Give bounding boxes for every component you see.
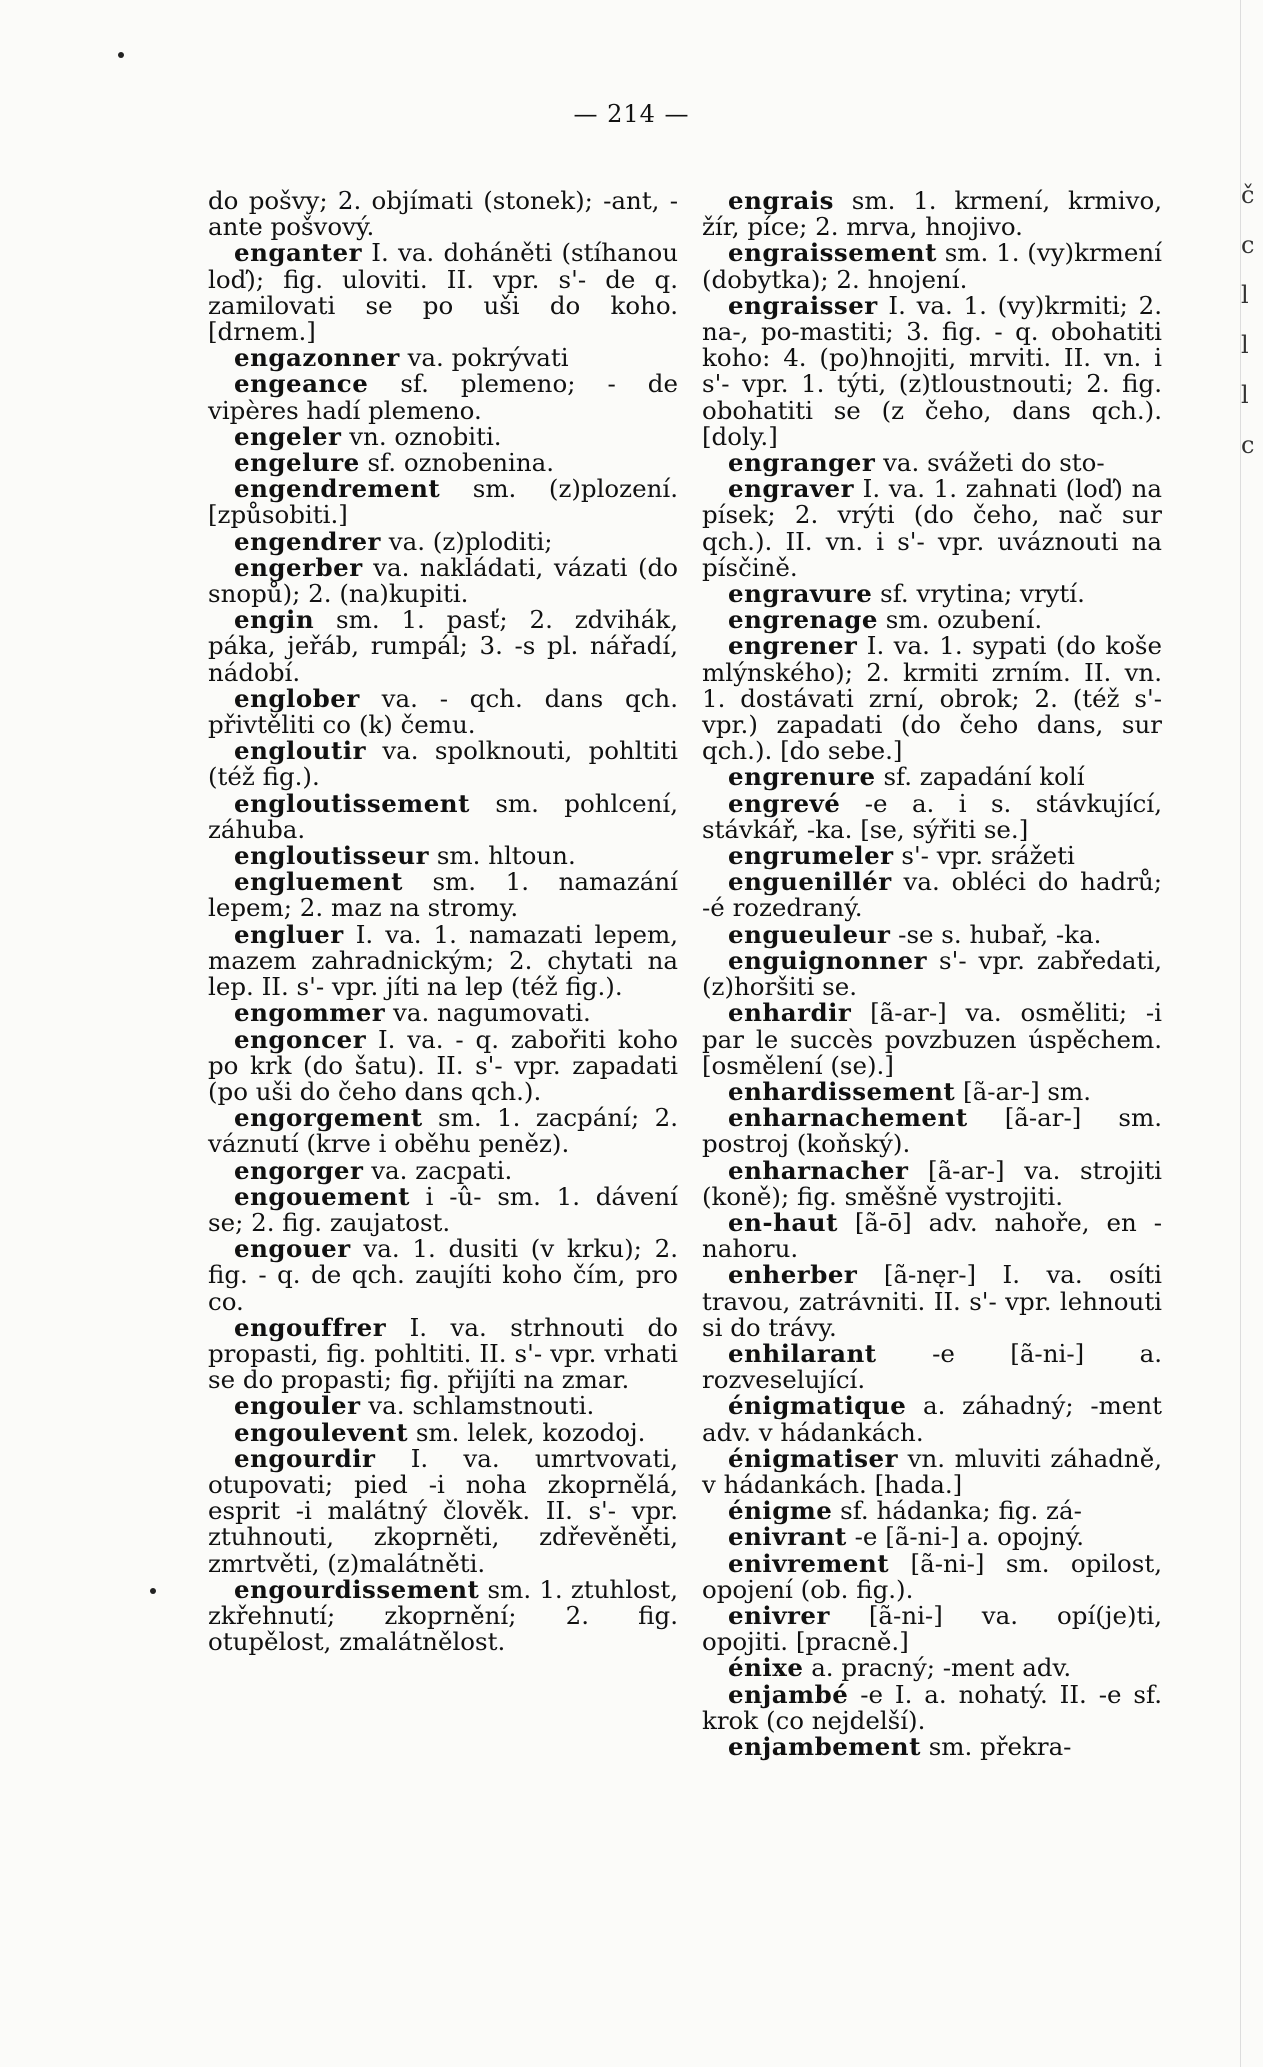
entry-headword: enjambé xyxy=(728,1679,849,1709)
dictionary-entry xyxy=(702,476,1162,581)
entry-headword: engrenure xyxy=(728,762,876,792)
entry-headword: engluer xyxy=(234,919,344,949)
entry-headword: engravure xyxy=(728,579,873,609)
dictionary-entry xyxy=(702,843,1162,869)
entry-definition: I. va. doháněti (stíhanou loď); fig. uloviti. II. vpr. s'- de q. zamilovati se po uši do koho. [drnem.] xyxy=(208,238,678,347)
entry-headword: engouer xyxy=(234,1234,351,1264)
entry-headword: enivrer xyxy=(728,1600,830,1630)
page-number: — 214 — xyxy=(573,100,690,128)
entry-headword: engraver xyxy=(728,474,855,504)
entry-definition: sf. oznobenina. xyxy=(367,448,555,478)
entry-headword: enganter xyxy=(234,238,363,268)
dictionary-entry xyxy=(702,581,1162,607)
dictionary-entry xyxy=(702,1155,1163,1211)
entry-headword: enivrant xyxy=(728,1522,847,1552)
dictionary-entry xyxy=(208,1000,678,1026)
entry-definition: -se s. hubař, -ka. xyxy=(898,919,1102,949)
entry-definition: [ã-ni-] va. opí(je)ti, opojiti. [pracně.] xyxy=(702,1600,1162,1657)
dictionary-entry xyxy=(208,1236,678,1315)
dictionary-entry xyxy=(208,869,678,921)
entry-definition: -e a. i s. stávkující, stávkář, -ka. [se, sýřiti se.] xyxy=(702,788,1162,844)
entry-definition: va. obléci do hadrů; -é rozedraný. xyxy=(702,867,1162,923)
dictionary-entry xyxy=(702,1548,1162,1604)
entry-definition: sm. 1. ztuhlost, zkřehnutí; zkoprnění; 2. fig. otupělost, zmalátnělost. xyxy=(208,1574,678,1657)
entry-headword: engouffrer xyxy=(234,1312,387,1342)
dictionary-entry xyxy=(702,633,1162,764)
entry-definition: s'- vpr. srážeti xyxy=(901,841,1075,871)
dictionary-entry xyxy=(702,764,1162,790)
dictionary-entry xyxy=(208,1024,678,1106)
entry-definition: [ã-ar-] sm. postroj (koňský). xyxy=(702,1103,1162,1159)
dictionary-entry xyxy=(702,1393,1162,1445)
entry-definition: sm. hltoun. xyxy=(436,841,576,871)
entry-headword: engeance xyxy=(234,369,369,399)
dictionary-entry xyxy=(702,1600,1162,1657)
margin-dot xyxy=(118,52,124,58)
entry-headword: engoulevent xyxy=(234,1417,409,1447)
entry-definition: do pošvy; 2. objímati (stonek); -ant, -ante pošvový. xyxy=(208,186,678,242)
dictionary-entry xyxy=(208,788,678,844)
dictionary-entry xyxy=(208,738,678,790)
entry-definition: sm. překra- xyxy=(928,1731,1072,1761)
entry-headword: engloutissement xyxy=(234,788,470,818)
dictionary-entry xyxy=(208,607,678,686)
dictionary-entry xyxy=(702,188,1162,240)
entry-definition: [ã-ni-] sm. opilost, opojení (ob. fig.). xyxy=(702,1548,1162,1604)
dictionary-entry xyxy=(702,290,1162,451)
dictionary-entry xyxy=(208,1574,678,1657)
entry-definition: sm. 1. pasť; 2. zdvihák, páka, jeřáb, rumpál; 3. -s pl. nářadí, nádobí. xyxy=(208,605,678,687)
dictionary-entry xyxy=(208,1155,678,1185)
dictionary-entry xyxy=(702,1262,1162,1341)
dictionary-entry xyxy=(702,1207,1162,1264)
entry-definition: [ã-ar-] sm. xyxy=(963,1076,1092,1106)
entry-headword: engendrer xyxy=(234,526,381,556)
entry-headword: engelure xyxy=(234,448,360,478)
dictionary-entry xyxy=(702,869,1162,921)
dictionary-entry xyxy=(208,1417,678,1447)
entry-definition: sf. plemeno; - de vipères hadí plemeno. xyxy=(208,369,678,425)
entry-definition: va. pokrývati xyxy=(407,343,569,373)
entry-definition: sm. ozubení. xyxy=(885,605,1043,635)
entry-headword: engluement xyxy=(234,867,403,897)
dictionary-entry xyxy=(208,552,678,609)
dictionary-entry xyxy=(702,1000,1162,1079)
dictionary-entry xyxy=(208,1181,678,1237)
entry-definition: va. (z)ploditi; xyxy=(388,526,553,556)
entry-definition: va. svážeti do sto- xyxy=(883,448,1105,478)
dictionary-entry xyxy=(702,1524,1162,1550)
dictionary-entry xyxy=(702,788,1162,844)
entry-definition: I. va. 1. namazati lepem, mazem zahradnickým; 2. chytati na lep. II. s'- vpr. jíti na lep (též fig.). xyxy=(208,919,678,1002)
entry-headword: engendrement xyxy=(234,474,441,504)
entry-headword: engrenage xyxy=(728,605,878,635)
entry-headword: engeler xyxy=(234,421,342,451)
entry-definition: va. - qch. dans qch. přivtěliti co (k) čemu. xyxy=(208,683,678,740)
entry-headword: engazonner xyxy=(234,343,400,373)
entry-definition: i -û- sm. 1. dávení se; 2. fig. zaujatost. xyxy=(208,1181,678,1237)
entry-definition: vn. mluviti záhadně, v hádankách. [hada.] xyxy=(702,1443,1162,1499)
entry-definition: sm. 1. krmení, krmivo, žír, píce; 2. mrva, hnojivo. xyxy=(702,186,1162,242)
dictionary-entry xyxy=(208,1105,678,1157)
entry-definition: -e [ã-ni-] a. rozveselující. xyxy=(702,1338,1162,1395)
entry-headword: engraisser xyxy=(728,290,878,320)
dictionary-entry xyxy=(208,345,678,371)
dictionary-entry xyxy=(702,945,1162,1002)
entry-headword: engraissement xyxy=(728,238,937,268)
entry-headword: enherber xyxy=(728,1260,858,1290)
entry-headword: enharnachement xyxy=(728,1103,968,1133)
entry-definition: [ã-ar-] va. osměliti; -i par le succès povzbuzen úspěchem. [osmělení (se).] xyxy=(702,998,1162,1080)
margin-dot xyxy=(150,1588,156,1594)
entry-definition: [ã-ō] adv. nahoře, en - nahoru. xyxy=(702,1207,1162,1264)
entry-definition: sm. (z)plození. [způsobiti.] xyxy=(208,474,678,530)
dictionary-entry xyxy=(208,1393,678,1419)
entry-definition: I. va. strhnouti do propasti, fig. pohltiti. II. s'- vpr. vrhati se do propasti; fig. přijíti na zmar. xyxy=(208,1312,678,1395)
dictionary-entry xyxy=(702,919,1162,949)
dictionary-entry xyxy=(208,526,678,556)
dictionary-entry xyxy=(208,240,678,345)
dictionary-entry xyxy=(208,476,678,528)
entry-headword: engrener xyxy=(728,631,858,661)
entry-definition: I. va. - q. zabořiti koho po krk (do šatu). II. s'- vpr. zapadati (po uši do čeho dans qch.). xyxy=(208,1024,678,1106)
entry-headword: engerber xyxy=(234,552,363,582)
entry-headword: enharnacher xyxy=(728,1155,909,1185)
dictionary-entry xyxy=(702,1655,1162,1681)
dictionary-entry xyxy=(702,1679,1162,1735)
dictionary-entry xyxy=(702,1498,1162,1524)
left-column xyxy=(208,188,678,1655)
entry-headword: engouement xyxy=(234,1181,410,1211)
edge-letter: č xyxy=(1241,181,1255,209)
edge-letter: l xyxy=(1241,281,1249,309)
dictionary-entry xyxy=(702,1105,1162,1157)
entry-headword: engloutir xyxy=(234,736,367,766)
entry-definition: a. pracný; -ment adv. xyxy=(811,1653,1072,1683)
dictionary-entry xyxy=(208,683,678,740)
entry-headword: enjambement xyxy=(728,1731,921,1761)
dictionary-entry xyxy=(702,1076,1162,1106)
entry-definition: sm. 1. zacpání; 2. váznutí (krve i oběhu peněz). xyxy=(208,1103,678,1159)
entry-definition: s'- vpr. zabředati, (z)horšiti se. xyxy=(702,945,1162,1002)
entry-headword: énigme xyxy=(728,1496,833,1526)
right-column xyxy=(702,188,1162,1760)
entry-definition: va. zacpati. xyxy=(371,1155,513,1185)
dictionary-entry xyxy=(208,450,678,476)
entry-definition: sf. hádanka; fig. zá- xyxy=(840,1496,1082,1526)
entry-headword: enhardissement xyxy=(728,1076,956,1106)
entry-definition: [ã-ar-] va. strojiti (koně); fig. směšně vystrojiti. xyxy=(702,1155,1163,1211)
entry-headword: engouler xyxy=(234,1391,361,1421)
entry-headword: engrais xyxy=(728,186,834,215)
next-page-edge xyxy=(1241,170,1263,480)
edge-letter: c xyxy=(1241,231,1255,259)
entry-headword: énigmatiser xyxy=(728,1443,899,1473)
entry-headword: englober xyxy=(234,683,360,713)
entry-headword: engorger xyxy=(234,1155,364,1185)
entry-headword: engommer xyxy=(234,998,386,1028)
entry-definition: va. 1. dusiti (v krku); 2. fig. - q. de qch. zaujíti koho čím, pro co. xyxy=(208,1234,678,1316)
entry-headword: engoncer xyxy=(234,1024,367,1054)
entry-definition: I. va. umrtvovati, otupovati; pied -i noha zkoprnělá, esprit -i malátný člověk. II. s'- vpr. ztuhnouti, zkoprněti, zdřevěněti, zmrtvěti, (z)malátněti. xyxy=(208,1443,678,1578)
entry-definition: I. va. 1. zahnati (loď) na písek; 2. vrýti (do čeho, nač sur qch.). II. vn. i s'- vpr. uváznouti na písčině. xyxy=(702,474,1162,582)
edge-letter: c xyxy=(1241,431,1255,459)
entry-headword: engloutisseur xyxy=(234,841,430,871)
entry-headword: enivrement xyxy=(728,1548,890,1578)
dictionary-entry xyxy=(702,1338,1162,1395)
entry-definition: sf. vrytina; vrytí. xyxy=(880,579,1085,609)
entry-definition: I. va. 1. sypati (do koše mlýnského); 2. krmiti zrním. II. vn. 1. dostávati zrní, obrok; 2. (též s'- vpr.) zapadati (do čeho dans, sur qch.). [do sebe.] xyxy=(702,631,1162,766)
entry-headword: engranger xyxy=(728,448,876,478)
entry-definition: sm. lelek, kozodoj. xyxy=(415,1417,646,1447)
entry-headword: engourdissement xyxy=(234,1574,480,1604)
dictionary-entry xyxy=(208,188,678,240)
entry-definition: va. spolknouti, pohltiti (též fig.). xyxy=(208,736,679,792)
entry-headword: énixe xyxy=(728,1653,804,1683)
entry-definition: a. záhadný; -ment adv. v hádankách. xyxy=(702,1391,1163,1447)
entry-definition: vn. oznobiti. xyxy=(349,421,502,451)
dictionary-entry xyxy=(702,1731,1162,1761)
entry-headword: engrumeler xyxy=(728,841,894,871)
entry-headword: engrevé xyxy=(728,788,841,818)
entry-definition: I. va. 1. (vy)krmiti; 2. na-, po-mastiti; 3. fig. - q. obohatiti koho: 4. (po)hnojiti, mrviti. II. vn. i s'- vpr. 1. týti, (z)tloustnouti; 2. fig. obohatiti se (z čeho, dans qch.). [doly.] xyxy=(702,290,1162,451)
entry-headword: engourdir xyxy=(234,1443,376,1473)
entry-definition: -e I. a. nohatý. II. -e sf. krok (co nejdelší). xyxy=(702,1679,1162,1735)
dictionary-entry xyxy=(702,450,1162,476)
edge-letter: l xyxy=(1241,381,1249,409)
entry-definition: sm. 1. namazání lepem; 2. maz na stromy. xyxy=(208,867,678,923)
entry-definition: -e [ã-ni-] a. opojný. xyxy=(854,1522,1085,1552)
dictionary-entry xyxy=(702,607,1162,633)
entry-definition: va. nakládati, vázati (do snopů); 2. (na)kupiti. xyxy=(208,552,678,609)
dictionary-entry xyxy=(208,371,678,423)
dictionary-entry xyxy=(702,240,1162,292)
entry-headword: en-haut xyxy=(728,1207,838,1237)
entry-headword: engueuleur xyxy=(728,919,891,949)
entry-definition: sf. zapadání kolí xyxy=(883,762,1085,792)
entry-definition: [ã-nęr-] I. va. osíti travou, zatrávniti. II. s'- vpr. lehnouti si do trávy. xyxy=(702,1260,1162,1342)
entry-definition: sm. pohlcení, záhuba. xyxy=(208,788,678,844)
entry-headword: énigmatique xyxy=(728,1391,907,1421)
entry-definition: va. schlamstnouti. xyxy=(368,1391,595,1421)
entry-headword: enhardir xyxy=(728,998,852,1028)
dictionary-entry xyxy=(208,843,678,869)
dictionary-entry xyxy=(208,1443,678,1578)
dictionary-entry xyxy=(702,1443,1162,1499)
entry-headword: engin xyxy=(234,605,315,635)
entry-definition: va. nagumovati. xyxy=(393,998,591,1028)
dictionary-entry xyxy=(208,1312,678,1395)
entry-headword: enguignonner xyxy=(728,945,928,975)
entry-headword: enhilarant xyxy=(728,1338,877,1368)
edge-letter: l xyxy=(1241,331,1249,359)
entry-definition: sm. 1. (vy)krmení (dobytka); 2. hnojení. xyxy=(702,238,1162,294)
entry-headword: enguenillér xyxy=(728,867,892,897)
dictionary-entry xyxy=(208,421,678,451)
entry-headword: engorgement xyxy=(234,1103,423,1133)
dictionary-entry xyxy=(208,919,678,1002)
